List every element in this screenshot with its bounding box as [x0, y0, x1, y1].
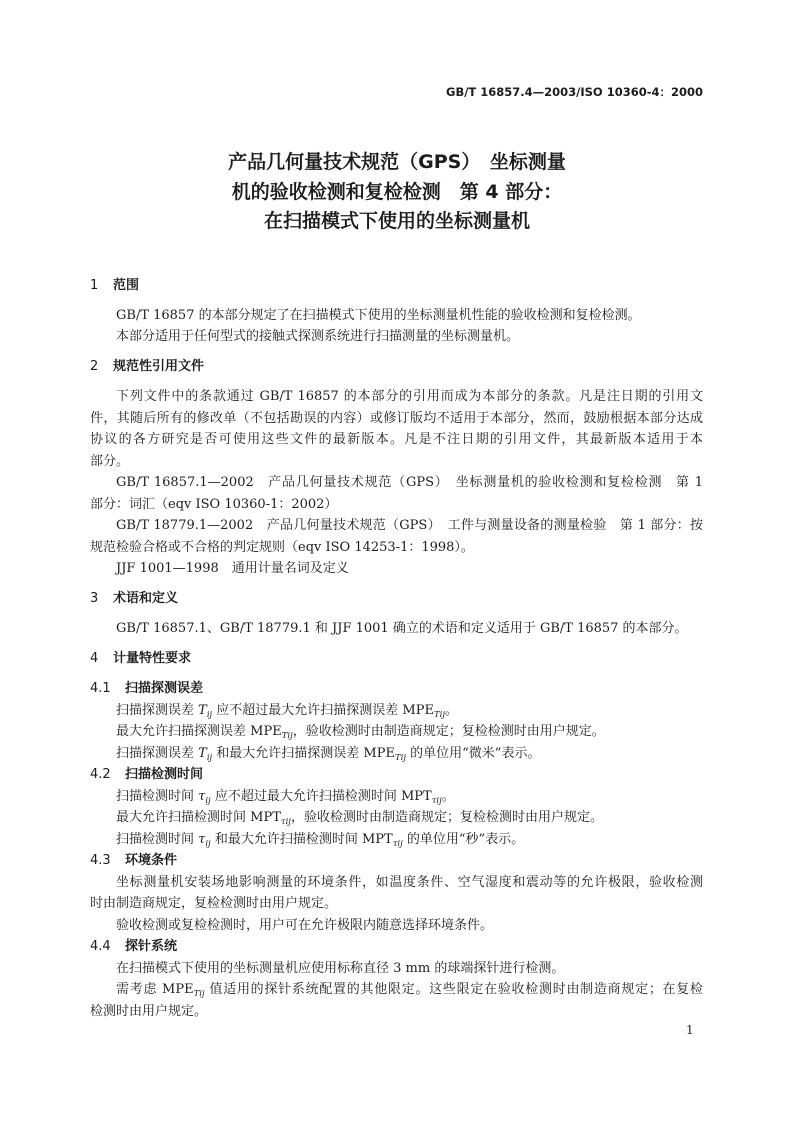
section-heading [90, 356, 703, 378]
paragraph [90, 305, 703, 327]
subscript: ij [205, 838, 211, 849]
subscript: τij [431, 795, 442, 806]
text-run: 时由制造商规定，复检检测时由用户规定。 [90, 896, 338, 911]
section-heading [90, 275, 703, 297]
text-run: 扫描检测时间 [116, 788, 199, 804]
section-title: 扫描检测时间 [125, 767, 204, 782]
paragraph [90, 386, 703, 472]
paragraph [90, 618, 703, 640]
section-heading [90, 588, 703, 610]
text-line [90, 786, 703, 808]
text-line [90, 1001, 703, 1023]
text-run: 最大允许扫描探测误差 MPE [116, 724, 282, 739]
section-title: 术语和定义 [113, 591, 179, 606]
text-run: 的单位用“微米”表示。 [406, 745, 541, 761]
paragraph [90, 472, 703, 515]
subsection-heading [90, 936, 703, 958]
section-title: 计量特性要求 [113, 651, 192, 666]
paragraph [90, 807, 703, 829]
text-line [90, 872, 703, 894]
paragraph [90, 829, 703, 851]
variable-symbol: τ [198, 831, 206, 847]
text-run: 验收检测或复检检测时，用户可在允许极限内随意选择环境条件。 [116, 917, 494, 933]
text-run: 的单位用“秒”表示。 [402, 831, 525, 847]
text-run: 最大允许扫描检测时间 MPT [116, 810, 281, 825]
section-number: 3 [90, 591, 99, 606]
text-line [90, 893, 703, 915]
text-run: ，验收检测时由制造商规定；复检检测时由用户规定。 [290, 810, 603, 825]
text-run: 本部分适用于任何型式的接触式探测系统进行扫描测量的坐标测量机。 [116, 329, 520, 344]
subscript: Tij [193, 989, 205, 999]
text-line [90, 618, 703, 640]
text-line [90, 326, 703, 348]
section-number: 4.4 [90, 939, 111, 954]
paragraph [90, 872, 703, 915]
text-line [90, 494, 703, 516]
title-line-1: 产品几何量技术规范（GPS） 坐标测量 [228, 151, 566, 173]
subscript: τij [280, 817, 291, 827]
paragraph [90, 786, 703, 808]
paragraph [90, 558, 703, 580]
text-line [90, 515, 703, 537]
text-run: 规范检验合格或不合格的判定规则（eqv ISO 14253-1：1998）。 [90, 539, 474, 555]
paragraph [90, 958, 703, 980]
text-line [90, 451, 703, 473]
text-line [90, 915, 703, 937]
section-number: 2 [90, 359, 99, 374]
text-run: 协议的各方研究是否可使用这些文件的最新版本。凡是不注日期的引用文件，其最新版本适用于本 [90, 432, 703, 447]
text-run: 检测时由用户规定。 [90, 1003, 208, 1019]
subscript: Tij [434, 709, 446, 720]
text-run: 和最大允许扫描探测误差 MPE [212, 745, 395, 761]
section-number: 1 [90, 277, 99, 293]
text-run: 扫描检测时间 [116, 831, 199, 847]
text-run: JJF 1001—1998 通用计量名词及定义 [116, 561, 349, 576]
section-number: 4.1 [90, 681, 111, 696]
subscript: ij [205, 795, 211, 806]
variable-symbol: τ [198, 788, 206, 804]
section-title: 规范性引用文件 [113, 359, 205, 374]
text-line [90, 429, 703, 451]
text-line [90, 558, 703, 580]
text-line [90, 829, 703, 851]
paragraph [90, 743, 703, 765]
text-run: 下列文件中的条款通过 GB/T 16857 的本部分的引用而成为本部分的条款。凡是注日期的引用文 [116, 389, 703, 404]
text-line [90, 472, 703, 494]
text-line [90, 743, 703, 765]
subsection-heading [90, 678, 703, 700]
variable-symbol: T [198, 702, 207, 718]
text-run: ，验收检测时由制造商规定；复检检测时由用户规定。 [292, 724, 605, 739]
text-run: 值适用的探针系统配置的其他限定。这些限定在验收检测时由制造商规定；在复检 [204, 982, 703, 997]
title-line-2: 机的验收检测和复检检测 第 4 部分： [231, 180, 563, 203]
subscript: Tij [281, 731, 293, 741]
paragraph [90, 979, 703, 1022]
subscript: ij [206, 709, 213, 720]
text-run: 应不超过最大允许扫描探测误差 MPE [212, 702, 434, 718]
paragraph [90, 326, 703, 348]
text-line [90, 807, 703, 829]
title-line-3: 在扫描模式下使用的坐标测量机 [263, 210, 530, 232]
text-line [90, 386, 703, 408]
section-title: 环境条件 [125, 853, 178, 868]
text-line [90, 979, 703, 1001]
subscript: τij [392, 838, 403, 849]
text-run: 扫描探测误差 [116, 745, 199, 761]
text-line [90, 408, 703, 430]
text-run: GB/T 16857.1、GB/T 18779.1 和 JJF 1001 确立的术语和定义适用于 GB/T 16857 的本部分。 [116, 621, 688, 636]
text-run: 和最大允许扫描检测时间 MPT [210, 831, 393, 847]
section-title: 范围 [113, 277, 140, 293]
text-run: 。 [445, 702, 459, 718]
text-run: 部分。 [90, 453, 130, 469]
variable-symbol: T [198, 745, 207, 761]
text-line [90, 305, 703, 327]
section-title: 探针系统 [125, 939, 178, 954]
text-run: 在扫描模式下使用的坐标测量机应使用标称直径 3 mm 的球端探针进行检测。 [116, 960, 565, 976]
subscript: ij [206, 752, 213, 763]
text-run: GB/T 16857.1—2002 产品几何量技术规范（GPS） 坐标测量机的验收检测和复检检测 第 1 [116, 475, 703, 490]
text-line [90, 700, 703, 722]
standard-number: GB/T 16857.4—2003/ISO 10360-4：2000 [446, 85, 703, 99]
section-heading [90, 648, 703, 670]
subsection-heading [90, 764, 703, 786]
text-line [90, 721, 703, 743]
text-run: 需考虑 MPE [116, 982, 194, 997]
text-run: GB/T 16857 的本部分规定了在扫描模式下使用的坐标测量机性能的验收检测和复检检测。 [116, 307, 641, 323]
text-line [90, 537, 703, 559]
page-number: 1 [686, 1023, 694, 1037]
section-title: 扫描探测误差 [125, 681, 204, 696]
document-title [60, 148, 734, 237]
text-run: 扫描探测误差 [116, 702, 199, 718]
text-run: GB/T 18779.1—2002 产品几何量技术规范（GPS） 工件与测量设备的测量检验 第 1 部分：按 [116, 518, 703, 533]
section-number: 4.3 [90, 853, 111, 868]
section-number: 4 [90, 651, 99, 666]
document-body [90, 266, 703, 1022]
section-number: 4.2 [90, 767, 111, 782]
paragraph [90, 915, 703, 937]
text-run: 。 [441, 788, 455, 804]
text-run: 部分：词汇（eqv ISO 10360-1：2002） [90, 496, 338, 512]
text-run: 应不超过最大允许扫描检测时间 MPT [210, 788, 432, 804]
text-run: 件，其随后所有的修改单（不包括勘误的内容）或修订版均不适用于本部分，然而，鼓励根据本部分达成 [90, 410, 703, 426]
text-line [90, 958, 703, 980]
subsection-heading [90, 850, 703, 872]
paragraph [90, 700, 703, 722]
text-run: 坐标测量机安装场地影响测量的环境条件，如温度条件、空气湿度和震动等的允许极限，验收检测 [116, 874, 703, 890]
subscript: Tij [395, 752, 407, 763]
paragraph [90, 721, 703, 743]
paragraph [90, 515, 703, 558]
